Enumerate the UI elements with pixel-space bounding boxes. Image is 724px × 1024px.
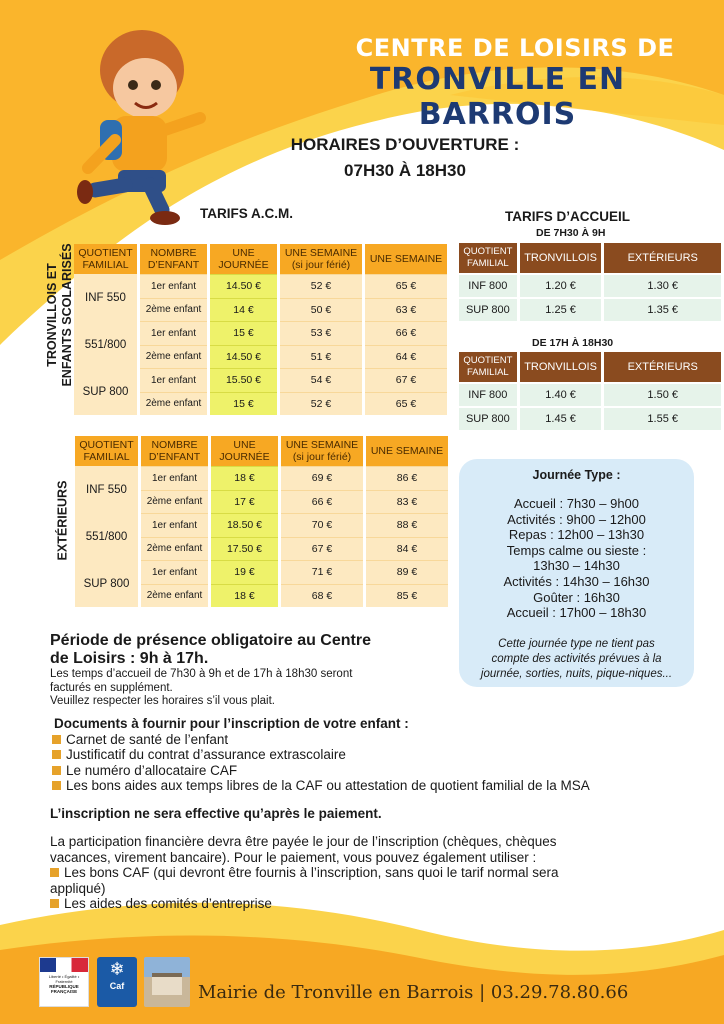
col-tronvillois: TRONVILLOIS: [520, 243, 602, 273]
qf-cell: 551/800: [75, 513, 138, 560]
price-week-ferie: 52 €: [280, 392, 362, 416]
col-exterieurs: EXTÉRIEURS: [604, 352, 721, 382]
col-semaine-ferie: UNE SEMAINE (si jour férié): [281, 436, 363, 466]
list-item: Les aides des comités d’entreprise: [50, 896, 630, 912]
price-week: 88 €: [366, 513, 448, 537]
price-day: 15 €: [210, 392, 277, 416]
col-semaine: UNE SEMAINE: [366, 436, 448, 466]
price-week: 66 €: [365, 321, 447, 345]
schedule-line: Repas : 12h00 – 13h30: [508, 527, 645, 543]
table-row: [74, 321, 447, 345]
snowflake-icon: ❄: [109, 959, 125, 979]
journee-type-schedule: [459, 496, 694, 621]
child-cell: 1er enfant: [141, 513, 208, 537]
col-nombre: NOMBRE D’ENFANT: [141, 436, 208, 466]
qf-cell: SUP 800: [74, 368, 137, 415]
list-item: Le numéro d’allocataire CAF: [52, 763, 590, 778]
title-line2: TRONVILLE EN BARROIS: [369, 62, 626, 132]
list-item-continuation: appliqué): [50, 880, 106, 896]
schedule-line: Activités : 9h00 – 12h00: [507, 511, 646, 527]
table-row: [75, 560, 448, 584]
payment-text-line: La participation financière devra être payée le jour de l’inscription (chèques, chèques: [50, 834, 557, 849]
table-row: [459, 273, 721, 297]
opening-hours-value: 07H30 À 18H30: [344, 161, 466, 180]
qf-cell: INF 800: [459, 382, 517, 406]
price-day: 17 €: [211, 490, 278, 514]
note-line: journée, sorties, nuits, pique-niques...: [480, 667, 673, 680]
table-row: [74, 368, 447, 392]
col-journee: UNE JOURNÉE: [210, 244, 277, 274]
journee-type-box: [459, 459, 694, 687]
price-day: 17.50 €: [211, 537, 278, 561]
presence-title-line: Période de présence obligatoire au Centre: [50, 632, 371, 649]
col-quotient: QUOTIENT FAMILIAL: [459, 352, 517, 382]
price-day: 19 €: [211, 560, 278, 584]
price-tronvillois: 1.40 €: [520, 382, 602, 406]
exterieurs-label: EXTÉRIEURS: [55, 480, 70, 561]
price-week-ferie: 69 €: [281, 466, 363, 490]
list-item: Les bons aides aux temps libres de la CAF ou attestation de quotient familial de la MSA: [52, 778, 590, 793]
acm-table-tronvillois: [71, 244, 450, 415]
price-week: 83 €: [366, 490, 448, 514]
payment-section: [50, 834, 630, 912]
price-exterieurs: 1.50 €: [604, 382, 721, 406]
col-tronvillois: TRONVILLOIS: [520, 352, 602, 382]
col-nombre: NOMBRE D’ENFANT: [140, 244, 207, 274]
child-cell: 2ème enfant: [140, 392, 207, 416]
list-item: Justificatif du contrat d’assurance extrascolaire: [52, 747, 590, 762]
child-cell: 2ème enfant: [141, 537, 208, 561]
col-quotient: QUOTIENT FAMILIAL: [459, 243, 517, 273]
price-week-ferie: 68 €: [281, 584, 363, 608]
schedule-line: Goûter : 16h30: [533, 589, 620, 605]
price-day: 14 €: [210, 298, 277, 322]
schedule-line: 13h30 – 14h30: [533, 558, 620, 574]
presence-text: [50, 668, 450, 709]
price-week-ferie: 53 €: [280, 321, 362, 345]
child-cell: 1er enfant: [140, 321, 207, 345]
table-row: [459, 382, 721, 406]
price-week: 86 €: [366, 466, 448, 490]
price-week-ferie: 54 €: [280, 368, 362, 392]
schedule-line: Temps calme ou sieste :: [506, 542, 647, 558]
col-exterieurs: EXTÉRIEURS: [604, 243, 721, 273]
child-cell: 2ème enfant: [140, 298, 207, 322]
price-tronvillois: 1.25 €: [520, 297, 602, 321]
qf-cell: SUP 800: [459, 406, 517, 430]
col-quotient: QUOTIENT FAMILIAL: [74, 244, 137, 274]
price-day: 15.50 €: [210, 368, 277, 392]
col-semaine-ferie: UNE SEMAINE (si jour férié): [280, 244, 362, 274]
qf-cell: INF 800: [459, 273, 517, 297]
mairie-photo: [144, 957, 190, 1007]
list-item: Carnet de santé de l’enfant: [52, 732, 590, 747]
child-cell: 1er enfant: [140, 368, 207, 392]
child-cell: 1er enfant: [141, 466, 208, 490]
child-cell: 1er enfant: [140, 274, 207, 298]
price-week-ferie: 50 €: [280, 298, 362, 322]
price-day: 18.50 €: [211, 513, 278, 537]
price-exterieurs: 1.30 €: [604, 273, 721, 297]
qf-cell: 551/800: [74, 321, 137, 368]
effective-notice: L’inscription ne sera effective qu’après le paiement.: [50, 806, 382, 821]
presence-text-line: Les temps d’accueil de 7h30 à 9h et de 17h à 18h30 seront: [50, 668, 353, 680]
price-week-ferie: 71 €: [281, 560, 363, 584]
accueil-table-evening: [456, 352, 724, 430]
price-week: 89 €: [366, 560, 448, 584]
table-row: [75, 513, 448, 537]
journee-type-note: [459, 637, 694, 682]
journee-type-title: Journée Type :: [532, 468, 621, 482]
price-week: 65 €: [365, 392, 447, 416]
caf-logo: ❄ Caf: [97, 957, 137, 1007]
acm-table-exterieurs: [72, 436, 451, 607]
qf-cell: INF 550: [74, 274, 137, 321]
price-day: 14.50 €: [210, 274, 277, 298]
table-row: [459, 297, 721, 321]
qf-cell: SUP 800: [459, 297, 517, 321]
schedule-line: Accueil : 7h30 – 9h00: [513, 496, 640, 511]
accueil-title: TARIFS D’ACCUEIL: [505, 209, 630, 224]
child-cell: 2ème enfant: [140, 345, 207, 369]
child-cell: 2ème enfant: [141, 584, 208, 608]
price-week-ferie: 70 €: [281, 513, 363, 537]
note-line: compte des activités prévues à la: [491, 652, 662, 665]
presence-title: [50, 632, 450, 668]
price-week: 85 €: [366, 584, 448, 608]
acm-title: TARIFS A.C.M.: [200, 206, 293, 221]
schedule-line: Activités : 14h30 – 16h30: [503, 573, 650, 589]
col-journee: UNE JOURNÉE: [211, 436, 278, 466]
footer-contact: Mairie de Tronville en Barrois | 03.29.78.80.66: [198, 982, 629, 1003]
documents-title: Documents à fournir pour l’inscription de votre enfant :: [54, 716, 409, 731]
col-semaine: UNE SEMAINE: [365, 244, 447, 274]
price-week: 64 €: [365, 345, 447, 369]
price-tronvillois: 1.20 €: [520, 273, 602, 297]
presence-title-line: de Loisirs : 9h à 17h.: [50, 650, 209, 667]
price-exterieurs: 1.35 €: [604, 297, 721, 321]
schedule-line: Accueil : 17h00 – 18h30: [506, 605, 647, 621]
price-week-ferie: 51 €: [280, 345, 362, 369]
price-tronvillois: 1.45 €: [520, 406, 602, 430]
table-row: [459, 406, 721, 430]
price-day: 15 €: [210, 321, 277, 345]
price-week: 84 €: [366, 537, 448, 561]
title-line1: CENTRE DE LOISIRS DE: [355, 34, 675, 62]
price-exterieurs: 1.55 €: [604, 406, 721, 430]
tronvillois-label-line1: TRONVILLOIS ET: [45, 263, 59, 367]
price-week-ferie: 66 €: [281, 490, 363, 514]
table-row: [74, 274, 447, 298]
accueil-evening-label: DE 17H À 18H30: [532, 337, 614, 349]
payment-text-line: vacances, virement bancaire). Pour le paiement, vous pouvez également utiliser :: [50, 849, 537, 865]
col-quotient: QUOTIENT FAMILIAL: [75, 436, 138, 466]
child-cell: 1er enfant: [141, 560, 208, 584]
presence-text-line: Veuillez respecter les horaires s’il vous plait.: [50, 695, 275, 708]
price-day: 18 €: [211, 466, 278, 490]
qf-cell: INF 550: [75, 466, 138, 513]
accueil-morning-label: DE 7H30 À 9H: [536, 227, 606, 239]
price-day: 14.50 €: [210, 345, 277, 369]
list-item: Les bons CAF (qui devront être fournis à l’inscription, sans quoi le tarif normal sera: [50, 865, 630, 881]
accueil-table-morning: [456, 243, 724, 321]
price-week: 67 €: [365, 368, 447, 392]
price-week-ferie: 67 €: [281, 537, 363, 561]
price-week: 63 €: [365, 298, 447, 322]
documents-list: [52, 732, 590, 794]
price-day: 18 €: [211, 584, 278, 608]
child-cell: 2ème enfant: [141, 490, 208, 514]
presence-text-line: facturés en supplément.: [50, 681, 173, 694]
qf-cell: SUP 800: [75, 560, 138, 607]
price-week: 65 €: [365, 274, 447, 298]
opening-hours-label: HORAIRES D’OUVERTURE :: [290, 135, 520, 154]
republique-francaise-logo: Liberté • Égalité • Fraternité RÉPUBLIQUE FRANÇAISE: [39, 957, 89, 1007]
opening-hours: [250, 132, 560, 184]
tronvillois-label-line2: ENFANTS SCOLARISÉS: [60, 243, 74, 387]
note-line: Cette journée type ne tient pas: [498, 637, 655, 650]
table-row: [75, 466, 448, 490]
price-week-ferie: 52 €: [280, 274, 362, 298]
